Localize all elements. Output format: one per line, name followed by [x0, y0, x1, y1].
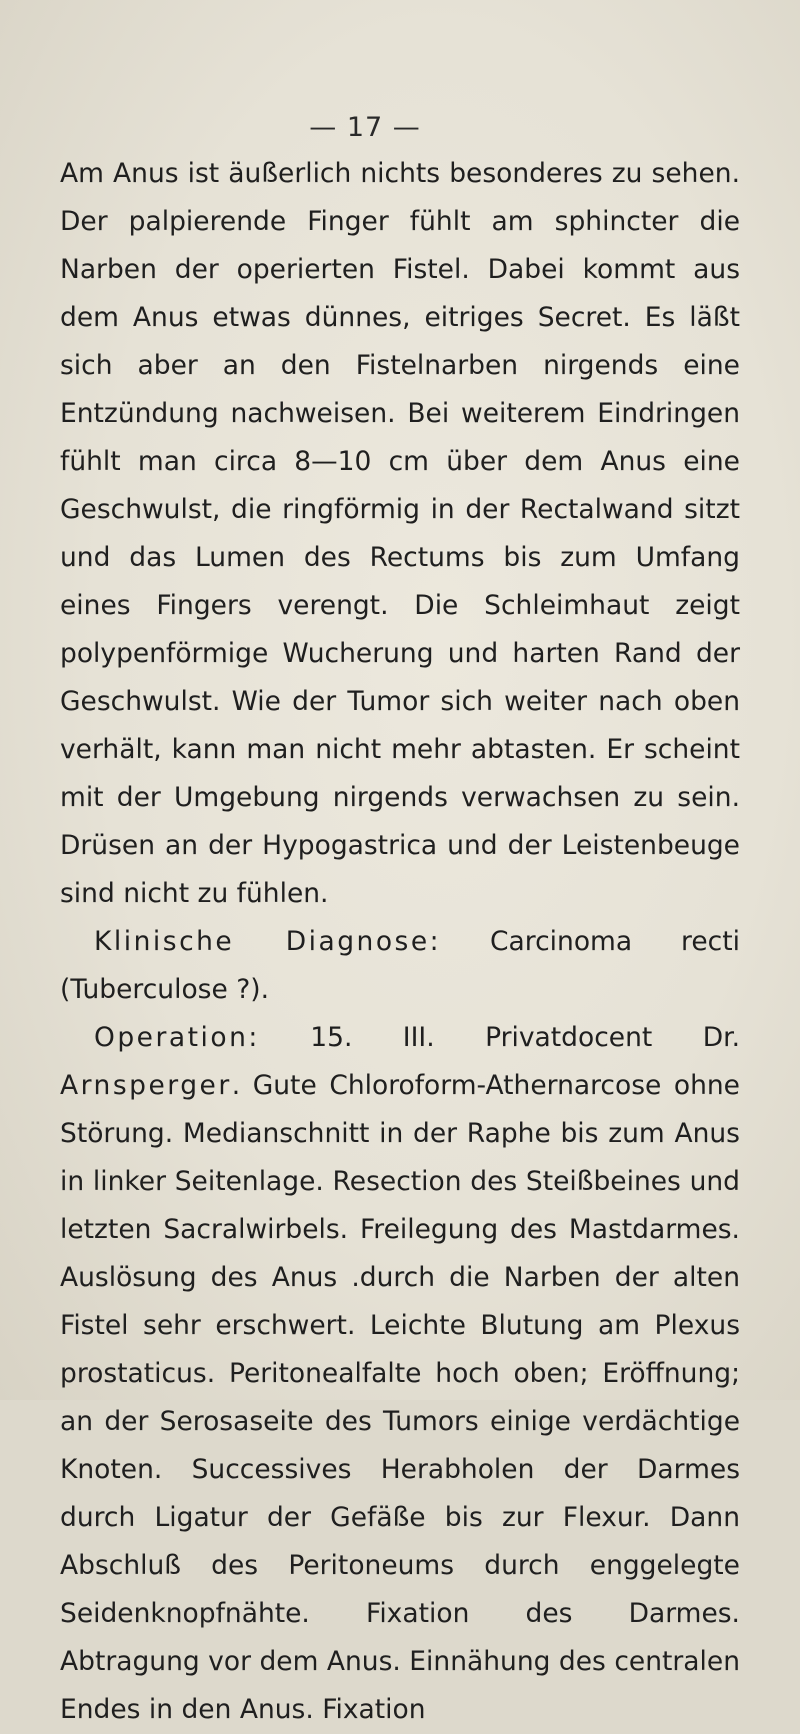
- page-number: — 17 —: [309, 112, 421, 143]
- paragraph-diagnosis: [60, 918, 740, 1014]
- paragraph-operation: [60, 1014, 740, 1734]
- operation-label: Operation:: [94, 1022, 260, 1053]
- operation-text: 15. III. Privatdocent Dr.: [259, 1022, 740, 1053]
- paragraph-examination: Am Anus ist äußerlich nichts besonderes zu sehen. Der palpierende Finger fühlt am sphincter die Narben der operierten Fistel. Dabei kommt aus dem Anus etwas dünnes, eitriges Secret. Es läßt sich aber an den Fistelnarben nirgends eine Entzündung nachweisen. Bei weiterem Eindringen fühlt man circa 8—10 cm über dem Anus eine Geschwulst, die ringförmig in der Rectalwand sitzt und das Lumen des Rectums bis zum Umfang eines Fingers verengt. Die Schleimhaut zeigt polypenförmige Wucherung und harten Rand der Geschwulst. Wie der Tumor sich weiter nach oben verhält, kann man nicht mehr abtasten. Er scheint mit der Umgebung nirgends verwachsen zu sein. Drüsen an der Hypogastrica und der Leistenbeuge sind nicht zu fühlen.: [60, 158, 740, 909]
- diagnosis-label: Klinische Diagnose:: [94, 926, 442, 957]
- surgeon-name: Arnsperger: [60, 1070, 232, 1101]
- diagnosis-text: Carcinoma recti (Tuberculose ?).: [60, 926, 740, 1005]
- operation-rest: . Gute Chloroform-Athernarcose ohne Störung. Medianschnitt in der Raphe bis zum Anus in linker Seitenlage. Resection des Steißbeines und letzten Sacralwirbels. Freilegung des Mastdarmes. Auslösung des Anus .durch die Narben der alten Fistel sehr erschwert. Leichte Blutung am Plexus prostaticus. Peritonealfalte hoch oben; Eröffnung; an der Serosaseite des Tumors einige verdächtige Knoten. Successives Herabholen der Darmes durch Ligatur der Gefäße bis zur Flexur. Dann Abschluß des Peritoneums durch enggelegte Seidenknopfnähte. Fixation des Darmes. Abtragung vor dem Anus. Einnähung des centralen Endes in den Anus. Fixation: [60, 1070, 740, 1725]
- body-text: [60, 150, 740, 1734]
